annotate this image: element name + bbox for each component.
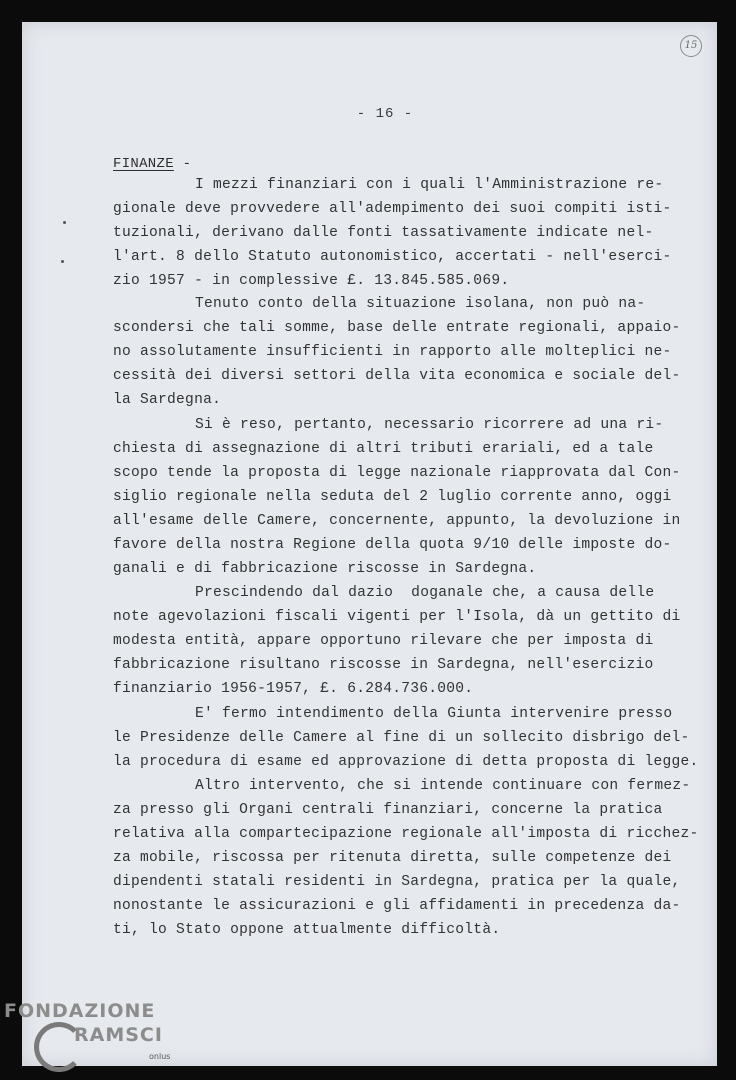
- watermark-line-2: RAMSCI: [74, 1024, 163, 1046]
- text-line: nonostante le assicurazioni e gli affidamenti in precedenza da-: [113, 898, 681, 914]
- text-line: cessità dei diversi settori della vita economica e sociale del-: [113, 368, 681, 384]
- text-line: ganali e di fabbricazione riscosse in Sardegna.: [113, 561, 537, 577]
- page-number: - 16 -: [356, 106, 414, 122]
- fondazione-gramsci-watermark: [4, 1000, 194, 1080]
- text-line: E' fermo intendimento della Giunta intervenire presso: [195, 706, 673, 722]
- text-line: Prescindendo dal dazio doganale che, a causa delle: [195, 585, 655, 601]
- text-line: favore della nostra Regione della quota 9/10 delle imposte do-: [113, 537, 672, 553]
- text-line: no assolutamente insufficienti in rapporto alle molteplici ne-: [113, 344, 672, 360]
- section-heading: [113, 156, 191, 172]
- text-line: I mezzi finanziari con i quali l'Amministrazione re-: [195, 177, 664, 193]
- text-line: relativa alla compartecipazione regionale all'imposta di ricchez-: [113, 826, 699, 842]
- text-line: tuzionali, derivano dalle fonti tassativamente indicate nel-: [113, 225, 654, 241]
- text-line: l'art. 8 dello Statuto autonomistico, accertati - nell'eserci-: [113, 249, 672, 265]
- text-line: zio 1957 - in complessive £. 13.845.585.069.: [113, 273, 510, 289]
- margin-dot: [63, 221, 66, 224]
- text-line: dipendenti statali residenti in Sardegna, pratica per la quale,: [113, 874, 681, 890]
- text-line: la procedura di esame ed approvazione di detta proposta di legge.: [113, 754, 699, 770]
- text-line: Tenuto conto della situazione isolana, non può na-: [195, 296, 646, 312]
- text-line: finanziario 1956-1957, £. 6.284.736.000.: [113, 681, 474, 697]
- text-line: scopo tende la proposta di legge nazionale riapprovata dal Con-: [113, 465, 681, 481]
- text-line: Si è reso, pertanto, necessario ricorrere ad una ri-: [195, 417, 664, 433]
- text-line: chiesta di assegnazione di altri tributi erariali, ed a tale: [113, 441, 654, 457]
- text-line: siglio regionale nella seduta del 2 luglio corrente anno, oggi: [113, 489, 672, 505]
- margin-dot: [61, 260, 64, 263]
- text-line: ti, lo Stato oppone attualmente difficoltà.: [113, 922, 501, 938]
- text-line: le Presidenze delle Camere al fine di un sollecito disbrigo del-: [113, 730, 690, 746]
- watermark-line-1: FONDAZIONE: [4, 1000, 156, 1022]
- text-line: gionale deve provvedere all'adempimento dei suoi compiti isti-: [113, 201, 672, 217]
- text-line: modesta entità, appare opportuno rilevare che per imposta di: [113, 633, 654, 649]
- text-line: za mobile, riscossa per ritenuta diretta, sulle competenze dei: [113, 850, 672, 866]
- text-line: all'esame delle Camere, concernente, appunto, la devoluzione in: [113, 513, 681, 529]
- text-line: za presso gli Organi centrali finanziari, concerne la pratica: [113, 802, 663, 818]
- watermark-sub: onlus: [149, 1052, 171, 1061]
- text-line: la Sardegna.: [113, 392, 222, 408]
- text-line: Altro intervento, che si intende continuare con fermez-: [195, 778, 691, 794]
- section-heading-dash: -: [173, 156, 192, 172]
- text-line: note agevolazioni fiscali vigenti per l'Isola, dà un gettito di: [113, 609, 681, 625]
- section-heading-title: FINANZE: [113, 156, 174, 172]
- archive-number-mark: 15: [680, 35, 702, 57]
- text-line: scondersi che tali somme, base delle entrate regionali, appaio-: [113, 320, 681, 336]
- text-line: fabbricazione risultano riscosse in Sardegna, nell'esercizio: [113, 657, 654, 673]
